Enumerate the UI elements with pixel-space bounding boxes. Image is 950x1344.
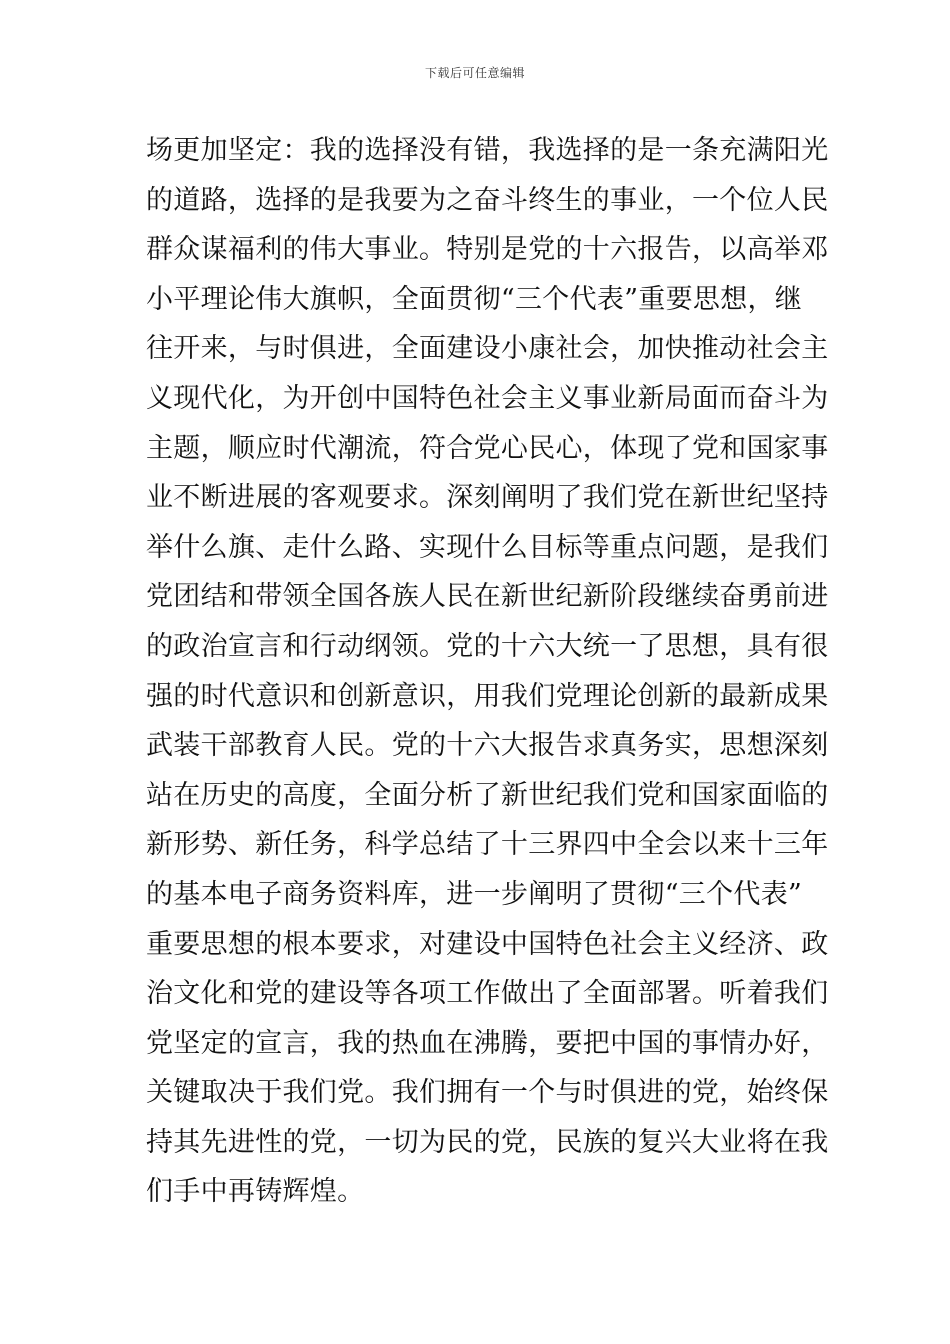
text-line: 党坚定的宣言，我的热血在沸腾，要把中国的事情办好， (146, 1027, 829, 1059)
text-line: 小平理论伟大旗帜，全面贯彻“三个代表”重要思想，继 (146, 283, 803, 315)
text-line: 场更加坚定：我的选择没有错，我选择的是一条充满阳光 (146, 135, 829, 166)
text-line: 党团结和带领全国各族人民在新世纪新阶段继续奋勇前进 (146, 581, 829, 613)
text-line: 持其先进性的党，一切为民的党，民族的复兴大业将在我 (146, 1126, 829, 1158)
text-line: 关键取决于我们党。我们拥有一个与时俱进的党，始终保 (146, 1077, 829, 1109)
text-line: 的政治宣言和行动纲领。党的十六大统一了思想，具有很 (146, 630, 829, 662)
text-line: 的基本电子商务资料库，进一步阐明了贯彻“三个代表” (146, 878, 803, 910)
text-line: 往开来，与时俱进，全面建设小康社会，加快推动社会主 (146, 333, 829, 365)
text-line: 业不断进展的客观要求。深刻阐明了我们党在新世纪坚持 (146, 482, 829, 514)
text-line: 的道路，选择的是我要为之奋斗终生的事业，一个位人民 (146, 184, 829, 216)
text-line: 主题，顺应时代潮流，符合党心民心，体现了党和国家事 (146, 432, 829, 464)
text-line: 武装干部教育人民。党的十六大报告求真务实，思想深刻 (146, 730, 829, 762)
text-line: 义现代化，为开创中国特色社会主义事业新局面而奋斗为 (146, 382, 829, 414)
text-line: 重要思想的根本要求，对建设中国特色社会主义经济、政 (146, 928, 829, 960)
text-line: 举什么旗、走什么路、实现什么目标等重点问题，是我们 (146, 531, 829, 563)
text-line: 们手中再铸辉煌。 (146, 1176, 365, 1208)
text-line: 治文化和党的建设等各项工作做出了全面部署。听着我们 (146, 978, 829, 1010)
text-line: 站在历史的高度，全面分析了新世纪我们党和国家面临的 (146, 779, 829, 811)
body-paragraph (146, 126, 829, 1217)
text-line: 群众谋福利的伟大事业。特别是党的十六报告，以高举邓 (146, 234, 829, 266)
page-header: 下载后可任意编辑 (424, 66, 525, 80)
text-line: 强的时代意识和创新意识，用我们党理论创新的最新成果 (146, 680, 829, 712)
text-line: 新形势、新任务，科学总结了十三界四中全会以来十三年 (146, 829, 829, 861)
